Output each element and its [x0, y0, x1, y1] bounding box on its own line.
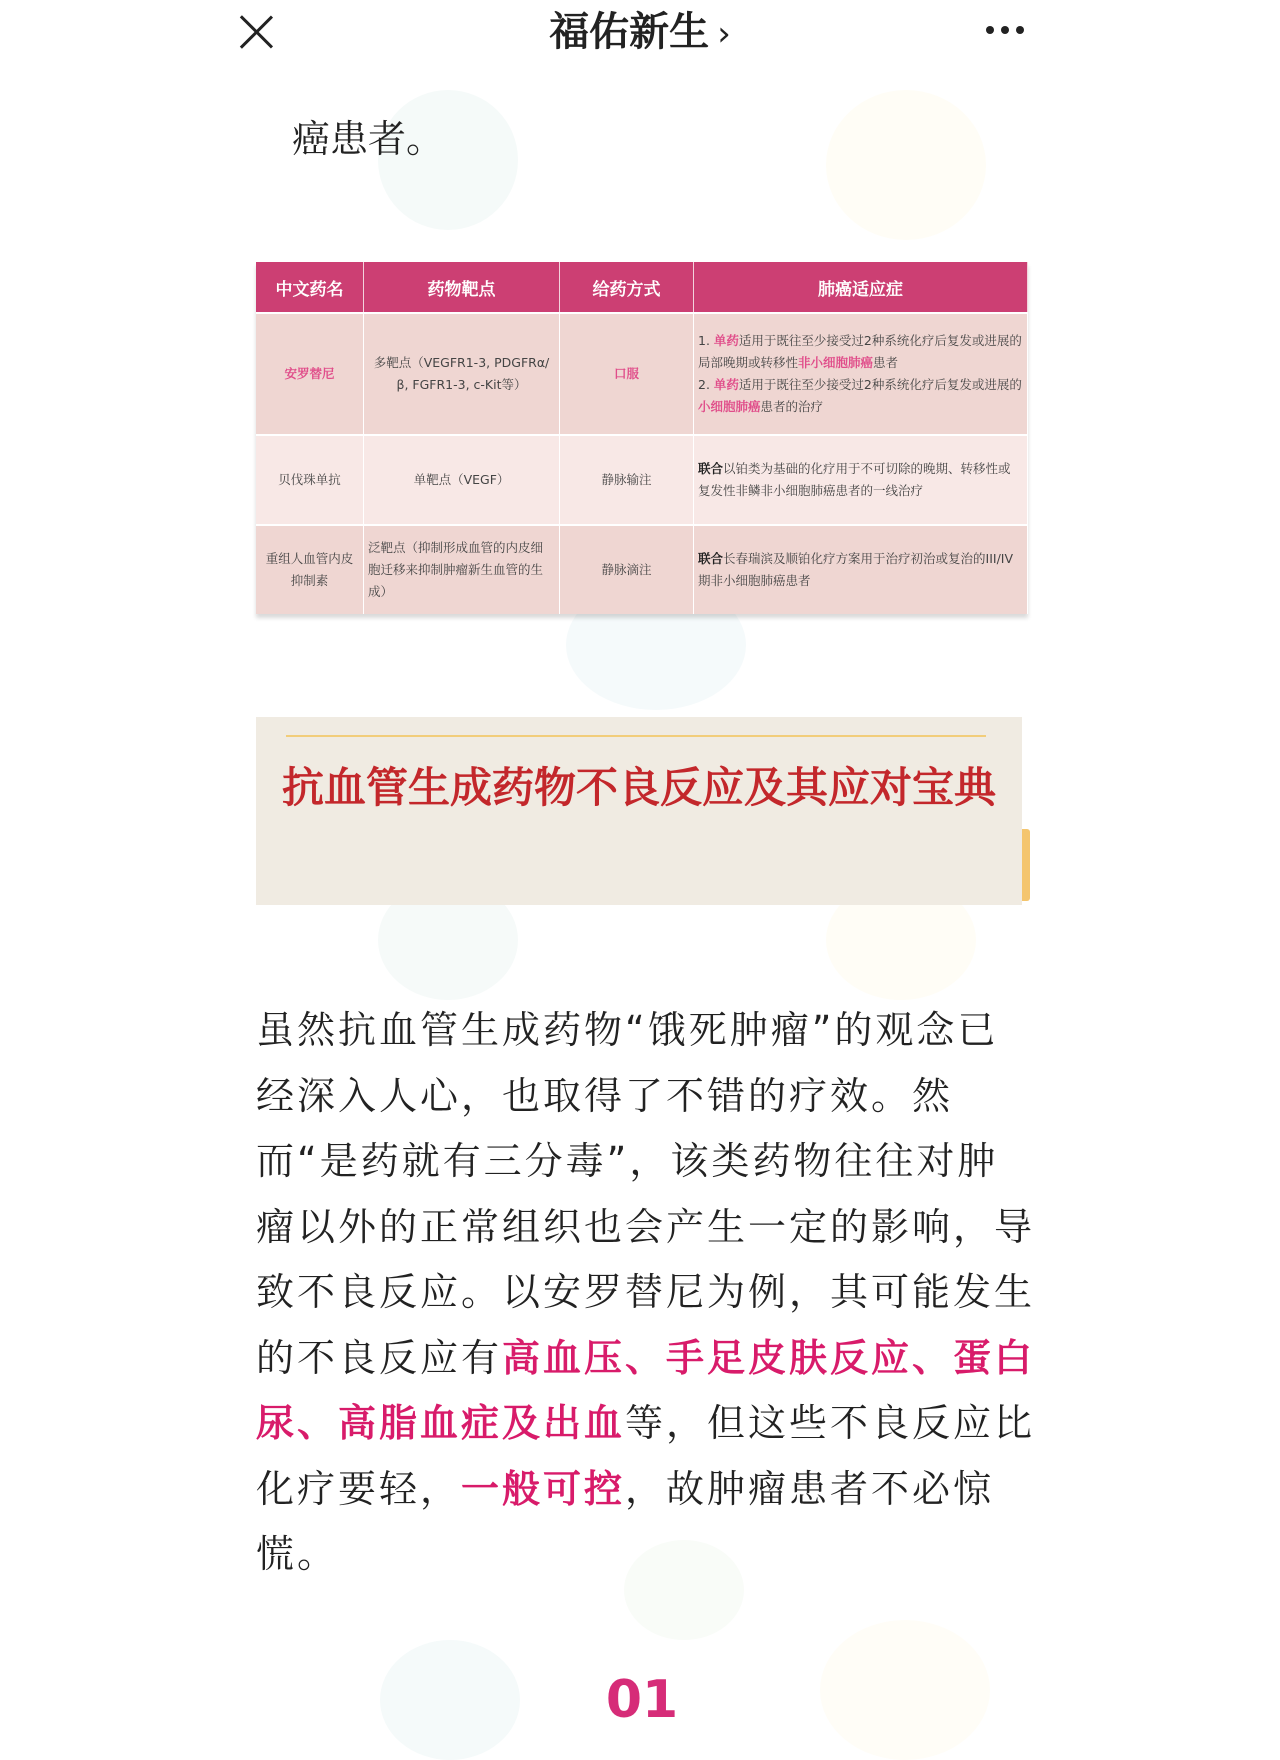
text: 长春瑞滨及顺铂化疗方案用于治疗初治或复治的III/IV期非小细胞肺癌患者 — [698, 551, 1014, 588]
highlight: 一般可控 — [461, 1466, 626, 1511]
table-row — [256, 313, 1028, 435]
drug-name: 贝伐珠单抗 — [256, 435, 364, 525]
drug-name: 重组人血管内皮抑制素 — [256, 525, 364, 614]
drug-target: 泛靶点（抑制形成血管的内皮细胞迁移来抑制肿瘤新生血管的生成） — [364, 525, 560, 614]
table-header-row — [256, 262, 1028, 313]
body-paragraph — [256, 998, 1036, 1588]
drug-indication — [694, 313, 1028, 435]
table-row — [256, 435, 1028, 525]
drug-route: 静脉滴注 — [560, 525, 694, 614]
account-title[interactable] — [0, 6, 1280, 60]
section-heading-box — [256, 717, 1022, 905]
paragraph-tail: 癌患者。 — [292, 117, 445, 161]
text: 以铂类为基础的化疗用于不可切除的晚期、转移性或复发性非鳞非小细胞肺癌患者的一线治疗 — [698, 461, 1011, 498]
text: ，故肿瘤患者不必惊慌。 — [256, 1466, 995, 1576]
more-icon[interactable] — [986, 26, 1024, 34]
text: 2. — [698, 377, 714, 392]
text: 等，但这些不良反应比化疗要轻， — [256, 1401, 1036, 1511]
text: 适用于既往至少接受过2种系统化疗后复发或进展的局部晚期或转移性 — [698, 333, 1022, 370]
bold-text: 联合 — [698, 551, 724, 566]
decor-tab — [1022, 829, 1030, 901]
column-header: 给药方式 — [560, 262, 694, 313]
drug-name: 安罗替尼 — [256, 313, 364, 435]
bold-text: 联合 — [698, 461, 724, 476]
column-header: 肺癌适应症 — [694, 262, 1028, 313]
divider — [286, 735, 986, 737]
column-header: 药物靶点 — [364, 262, 560, 313]
text: 适用于既往至少接受过2种系统化疗后复发或进展的 — [738, 377, 1022, 392]
drug-route: 静脉输注 — [560, 435, 694, 525]
highlight: 高血压、手足皮肤反应、蛋白尿、高脂血症及出血 — [256, 1335, 1036, 1445]
drug-route: 口服 — [560, 313, 694, 435]
table-row — [256, 525, 1028, 614]
section-number: 01 — [605, 1670, 679, 1730]
drug-target: 多靶点（VEGFR1-3, PDGFRα/β, FGFR1-3, c-Kit等） — [364, 313, 560, 435]
drug-indication — [694, 525, 1028, 614]
account-name[interactable]: 福佑新生 — [549, 9, 710, 55]
highlight: 非小细胞肺癌 — [798, 355, 874, 370]
highlight: 小细胞肺癌 — [698, 399, 761, 414]
drug-indication — [694, 435, 1028, 525]
drug-target: 单靶点（VEGF） — [364, 435, 560, 525]
text: 1. — [698, 333, 714, 348]
text: 患者的治疗 — [760, 399, 824, 414]
text: 患者 — [873, 355, 899, 370]
text: 虽然抗血管生成药物“饿死肿瘤”的观念已经深入人心，也取得了不错的疗效。然而“是药就有三分毒”，该类药物往往对肿瘤以外的正常组织也会产生一定的影响，导致不良反应。以安罗替尼为例，其可能发生的不良反应有 — [256, 1008, 1036, 1380]
section-heading: 抗血管生成药物不良反应及其应对宝典 — [281, 763, 996, 812]
highlight: 单药 — [713, 377, 739, 392]
drug-table — [256, 262, 1028, 614]
nav-bar — [0, 0, 1280, 88]
column-header: 中文药名 — [256, 262, 364, 313]
decor-circle — [826, 90, 986, 240]
highlight: 单药 — [713, 333, 739, 348]
chevron-right-icon: › — [717, 14, 731, 54]
